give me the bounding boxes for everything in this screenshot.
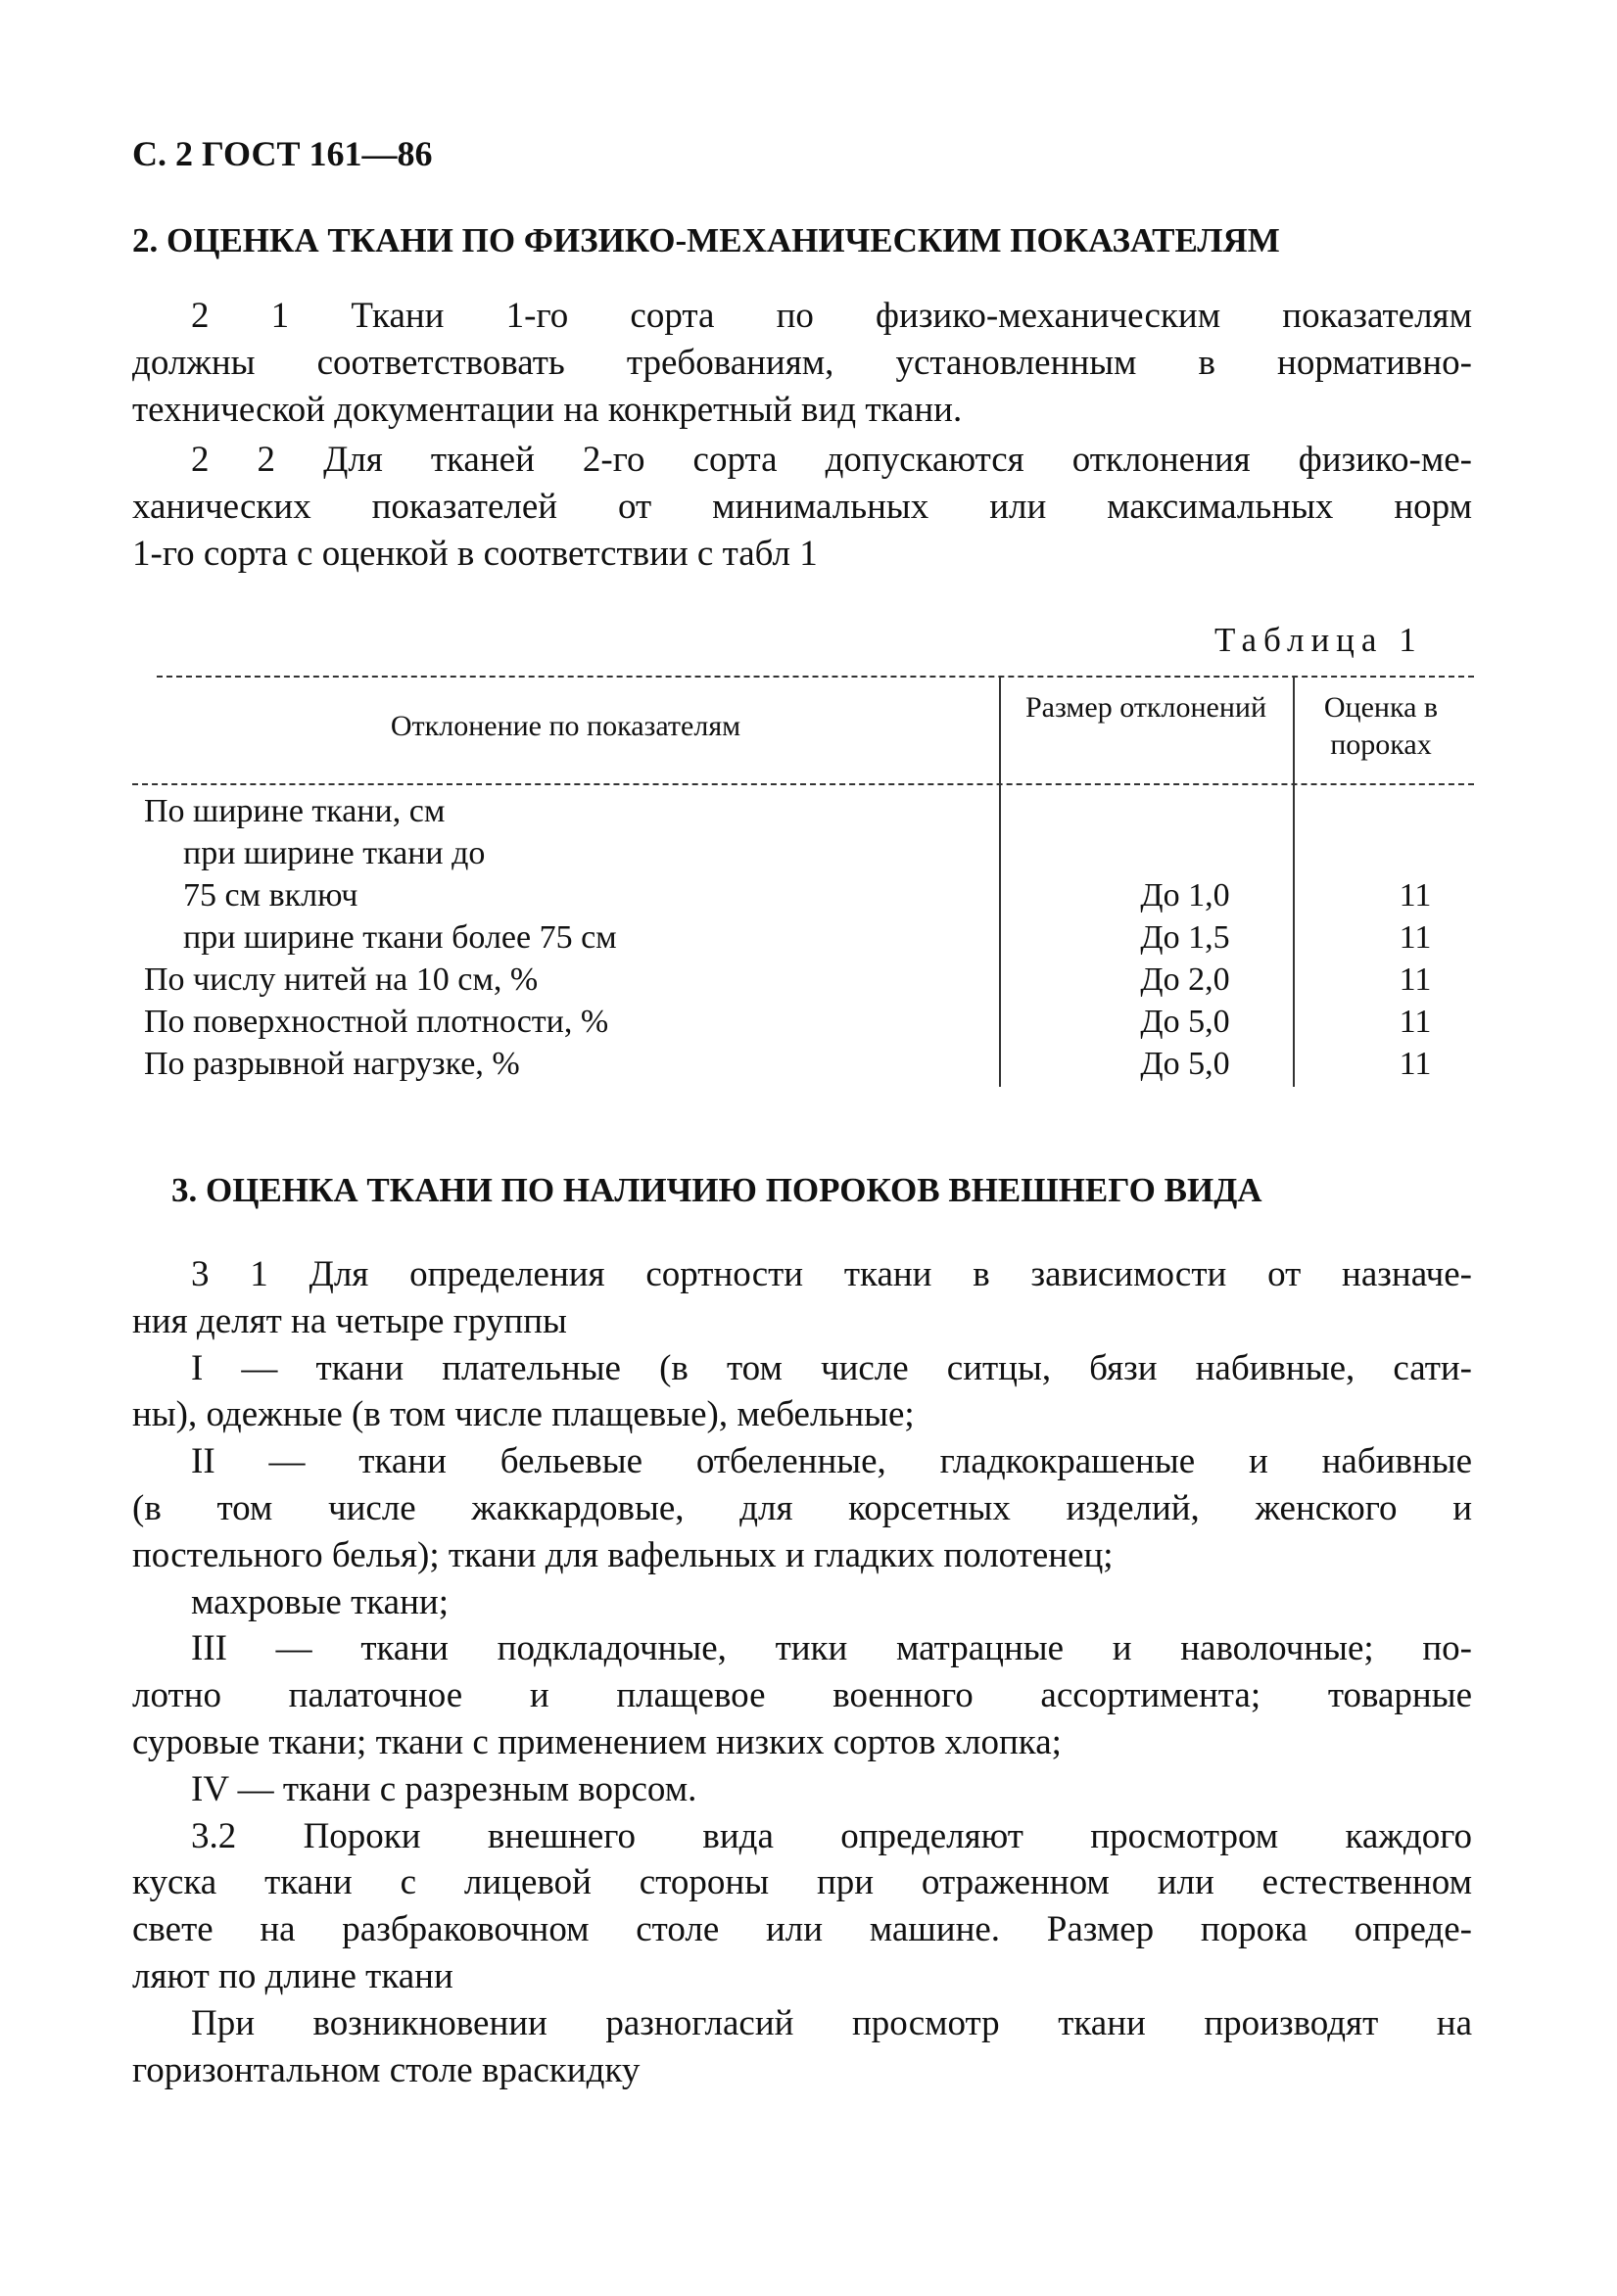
table-row xyxy=(132,790,1474,832)
row-label: 75 см включ xyxy=(183,877,358,914)
row-score: 11 xyxy=(1399,877,1432,914)
row-size: До 5,0 xyxy=(1140,1046,1230,1082)
row-size: До 1,5 xyxy=(1140,919,1230,956)
row-label: при ширине ткани до xyxy=(183,835,486,871)
text-line: III — ткани подкладочные, тики матрацные и наволочные; по- xyxy=(191,1628,1472,1669)
text-line: ния делят на четыре группы xyxy=(132,1300,567,1341)
text-line: суровые ткани; ткани с применением низких сортов хлопка; xyxy=(132,1721,1062,1762)
table-top-rule xyxy=(157,676,1474,678)
text-line: горизонтальном столе враскидку xyxy=(132,2049,641,2090)
table-row xyxy=(132,1001,1474,1043)
table-row xyxy=(132,959,1474,1001)
section-2-para-2 xyxy=(132,437,1472,577)
table-caption: Таблица 1 xyxy=(1214,621,1423,659)
text-line: технической документации на конкретный вид ткани. xyxy=(132,389,963,430)
text-line: (в том числе жаккардовые, для корсетных изделий, женского и xyxy=(132,1487,1472,1528)
table-row xyxy=(132,916,1474,959)
section-3-body xyxy=(132,1251,1472,2093)
text-line: постельного белья); ткани для вафельных и гладких полотенец; xyxy=(132,1534,1114,1575)
header-deviation: Отклонение по показателям xyxy=(390,710,741,742)
text-line: ханических показателей от минимальных или максимальных норм xyxy=(132,486,1472,527)
row-score: 11 xyxy=(1399,919,1432,956)
text-line: I — ткани плательные (в том числе ситцы, бязи набивные, сати- xyxy=(191,1347,1472,1388)
text-line: ляют по длине ткани xyxy=(132,1955,453,1996)
text-line: II — ткани бельевые отбеленные, гладкокрашеные и набивные xyxy=(191,1441,1472,1482)
text-line: 3 1 Для определения сортности ткани в зависимости от назначе- xyxy=(191,1254,1472,1294)
row-score: 11 xyxy=(1399,961,1432,998)
table-row xyxy=(132,832,1474,874)
row-score: 11 xyxy=(1399,1004,1432,1040)
row-label: По разрывной нагрузке, % xyxy=(144,1046,520,1082)
text-line: 2 2 Для тканей 2-го сорта допускаются отклонения физико-ме- xyxy=(191,440,1472,480)
text-line: 1-го сорта с оценкой в соответствии с табл 1 xyxy=(132,533,818,574)
row-label: По ширине ткани, см xyxy=(144,793,446,829)
table-header-rule xyxy=(132,783,1474,785)
text-line: должны соответствовать требованиям, установленным в нормативно- xyxy=(132,342,1472,383)
text-line: лотно палаточное и плащевое военного ассортимента; товарные xyxy=(132,1675,1472,1716)
text-line: куска ткани с лицевой стороны при отраженном или естественном xyxy=(132,1862,1472,1903)
text-line: 2 1 Ткани 1-го сорта по физико-механическим показателям xyxy=(191,296,1472,336)
row-label: при ширине ткани более 75 см xyxy=(183,919,617,956)
text-line: 3.2 Пороки внешнего вида определяют просмотром каждого xyxy=(191,1815,1472,1856)
table-row xyxy=(132,1043,1474,1085)
text-line: свете на разбраковочном столе или машине. Размер порока опреде- xyxy=(132,1909,1472,1950)
header-size: Размер отклонений xyxy=(1024,691,1267,724)
row-label: По поверхностной плотности, % xyxy=(144,1004,609,1040)
section-2-para-1 xyxy=(132,293,1472,433)
section-2-title: 2. ОЦЕНКА ТКАНИ ПО ФИЗИКО-МЕХАНИЧЕСКИМ ПОКАЗАТЕЛЯМ xyxy=(132,221,1280,259)
header-score: Оценка в пороках xyxy=(1323,691,1439,761)
text-line: махровые ткани; xyxy=(191,1581,449,1622)
text-line: IV — ткани с разрезным ворсом. xyxy=(191,1768,697,1809)
row-size: До 2,0 xyxy=(1140,961,1230,998)
table-row xyxy=(132,874,1474,916)
row-size: До 5,0 xyxy=(1140,1004,1230,1040)
section-3-title: 3. ОЦЕНКА ТКАНИ ПО НАЛИЧИЮ ПОРОКОВ ВНЕШНЕГО ВИДА xyxy=(171,1171,1262,1209)
row-score: 11 xyxy=(1399,1046,1432,1082)
page-header: С. 2 ГОСТ 161—86 xyxy=(132,134,433,173)
text-line: При возникновении разногласий просмотр ткани производят на xyxy=(191,2002,1472,2043)
row-label: По числу нитей на 10 см, % xyxy=(144,961,539,998)
row-size: До 1,0 xyxy=(1140,877,1230,914)
text-line: ны), одежные (в том числе плащевые), мебельные; xyxy=(132,1394,915,1435)
